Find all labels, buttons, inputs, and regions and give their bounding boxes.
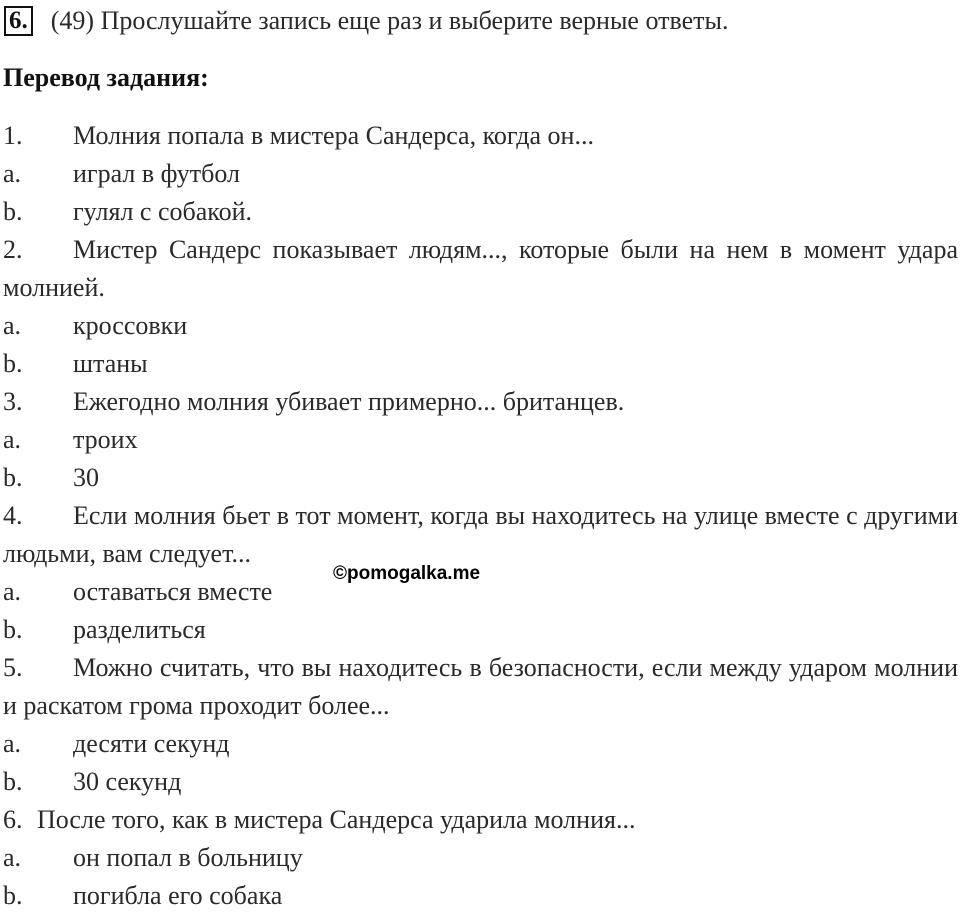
question-6 <box>3 801 958 839</box>
option-6b <box>3 877 958 915</box>
option-text: штаны <box>73 349 148 378</box>
option-text: оставаться вместе <box>73 577 273 606</box>
question-number: 1. <box>3 121 23 150</box>
option-text: гулял с собакой. <box>73 197 253 226</box>
task-header <box>4 4 729 38</box>
question-text: Мистер Сандерс показывает людям..., которые были на нем в момент удара молнией. <box>3 235 958 302</box>
option-4b <box>3 611 958 649</box>
question-text: Ежегодно молния убивает примерно... британцев. <box>73 387 625 416</box>
option-3b <box>3 459 958 497</box>
option-text: 30 секунд <box>73 767 182 796</box>
question-text: Можно считать, что вы находитесь в безопасности, если между ударом молнии и раскатом грома проходит более... <box>3 653 958 720</box>
option-text: кроссовки <box>73 311 188 340</box>
task-instruction: (49) Прослушайте запись еще раз и выберите верные ответы. <box>50 6 729 35</box>
section-title: Перевод задания: <box>3 63 209 92</box>
question-number: 2. <box>3 235 23 264</box>
question-3 <box>3 383 958 421</box>
option-label: a. <box>3 843 22 872</box>
option-text: он попал в больницу <box>73 843 303 872</box>
question-4 <box>3 497 958 573</box>
option-label: a. <box>3 577 22 606</box>
option-5b <box>3 763 958 801</box>
option-label: a. <box>3 729 22 758</box>
option-text: десяти секунд <box>73 729 230 758</box>
option-label: b. <box>3 767 23 796</box>
option-text: троих <box>73 425 138 454</box>
option-3a <box>3 421 958 459</box>
option-1a <box>3 155 958 193</box>
question-number: 5. <box>3 653 23 682</box>
option-label: b. <box>3 463 23 492</box>
task-number-box: 6. <box>4 6 33 36</box>
question-1 <box>3 117 958 155</box>
option-2a <box>3 307 958 345</box>
question-5 <box>3 649 958 725</box>
option-4a <box>3 573 958 611</box>
option-text: разделиться <box>73 615 206 644</box>
option-label: b. <box>3 615 23 644</box>
option-text: играл в футбол <box>73 159 241 188</box>
question-number: 6. <box>3 805 23 834</box>
option-text: 30 <box>73 463 99 492</box>
option-label: a. <box>3 159 22 188</box>
option-2b <box>3 345 958 383</box>
option-text: погибла его собака <box>73 881 283 910</box>
option-label: a. <box>3 425 22 454</box>
option-label: b. <box>3 197 23 226</box>
watermark: ©pomogalka.me <box>333 563 481 584</box>
question-number: 3. <box>3 387 23 416</box>
question-text: Если молния бьет в тот момент, когда вы находитесь на улице вместе с другими людьми, вам следует... <box>3 501 958 568</box>
option-label: b. <box>3 349 23 378</box>
question-text: После того, как в мистера Сандерса ударила молния... <box>37 805 636 834</box>
question-number: 4. <box>3 501 23 530</box>
option-1b <box>3 193 958 231</box>
option-5a <box>3 725 958 763</box>
question-list <box>3 117 958 915</box>
option-6a <box>3 839 958 877</box>
option-label: b. <box>3 881 23 910</box>
question-text: Молния попала в мистера Сандерса, когда он... <box>73 121 594 150</box>
question-2 <box>3 231 958 307</box>
option-label: a. <box>3 311 22 340</box>
